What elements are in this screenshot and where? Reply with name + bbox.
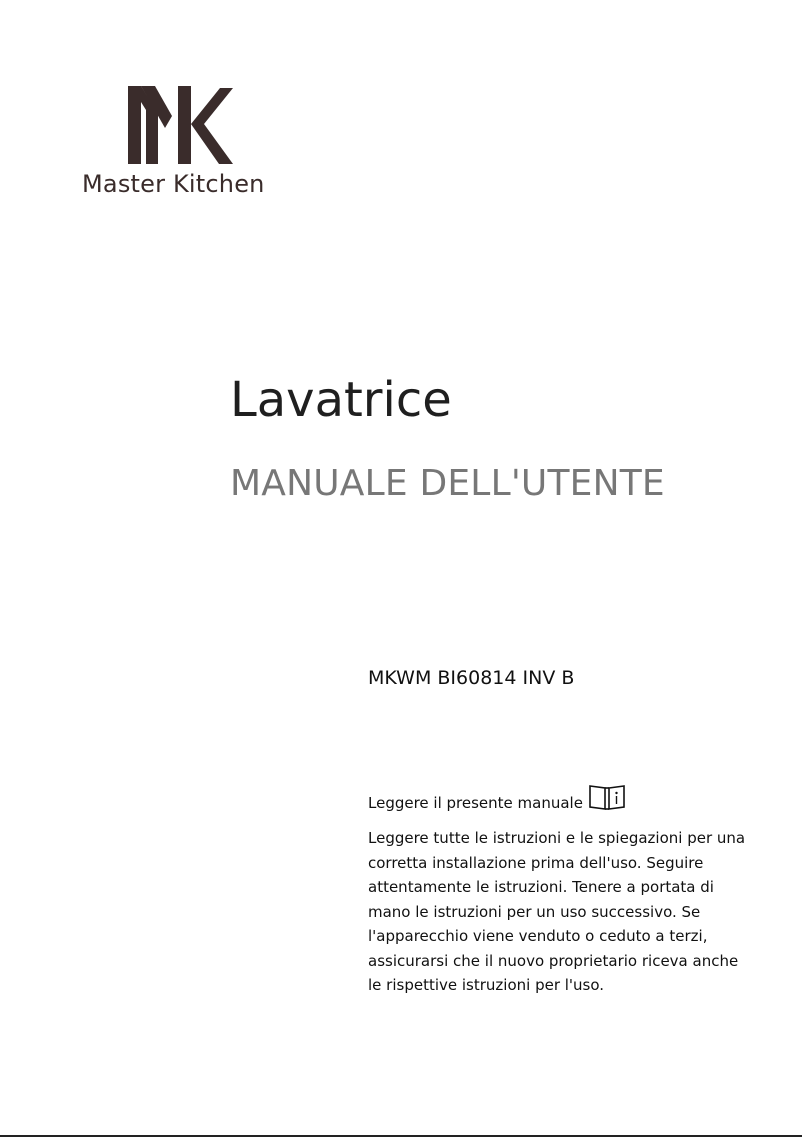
brand-name: Master Kitchen (82, 170, 265, 198)
bottom-divider (0, 1135, 802, 1137)
read-manual-label: Leggere il presente manuale (368, 794, 583, 812)
document-subtitle: MANUALE DELL'UTENTE (230, 463, 665, 504)
read-manual-notice (368, 784, 627, 812)
product-title: Lavatrice (230, 372, 452, 428)
instructions-paragraph: Leggere tutte le istruzioni e le spiegazioni per una corretta installazione prima dell'uso. Seguire attentamente le istruzioni. Tenere a portata di mano le istruzioni per un uso successivo. Se l'apparecchio viene venduto o ceduto a terzi, assicurarsi che il nuovo proprietario riceva anche le rispettive istruzioni per l'uso. (368, 829, 746, 994)
model-number: MKWM BI60814 INV B (368, 667, 575, 689)
mk-monogram-icon (128, 86, 234, 166)
brand-logo (82, 86, 272, 206)
open-book-info-icon (587, 784, 627, 812)
